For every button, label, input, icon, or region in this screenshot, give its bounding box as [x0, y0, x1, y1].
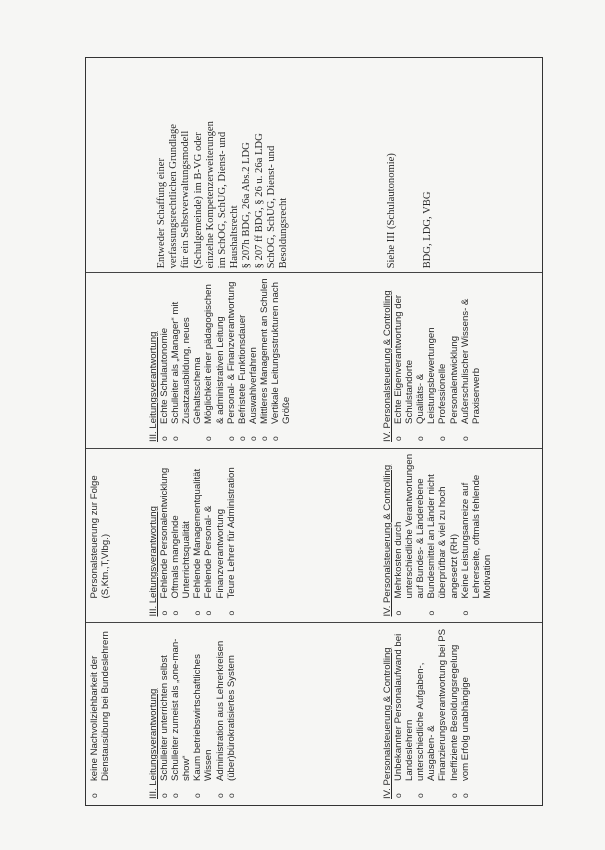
col1-section4 — [382, 626, 471, 801]
bullet-item: o Vertikale Leitungsstrukturen nach Größe — [270, 276, 292, 444]
legal-text-line: für ein Selbstverwaltungsmodell — [180, 130, 192, 269]
col2-top-text: Personalsteuerung zur Folge (S,Ktn.,T,Vlbg.) — [89, 475, 112, 599]
legal-text-line: SchOG, SchUG, Dienst- und — [265, 145, 277, 269]
legal-text-line: § 207h BDG, 26a Abs.2 LDG — [241, 142, 253, 269]
col3-section4-title: IV. Personalsteuerung & Controlling — [382, 290, 393, 442]
bullet-item: o Unbekannter Personalaufwand bei Landeslehrern — [393, 626, 415, 801]
col4-section3 — [156, 61, 290, 268]
bullet-item: o Qualitäts- & Leistungsbewertungen — [415, 276, 437, 444]
bullet-item: o Oftmals mangelnde Unterrichtsqualität — [170, 452, 192, 619]
bullet-item: o Fehlende Personal- & Finanzverantwortung — [203, 452, 225, 619]
bullet-item: o Befristete Funktionsdauer — [237, 276, 248, 444]
col3-section3-list — [159, 276, 292, 444]
bullet-item: o vom Erfolg unabhängige — [460, 626, 471, 801]
bullet-item: o Bundesmittel an Länder nicht überprüfbar & viel zu hoch angesetzt (RH) — [426, 452, 459, 619]
bullet-item: o Außerschulischer Wissens- & Praxiserwerb — [460, 276, 482, 444]
bullet-item: o Mittleres Management an Schulen — [259, 276, 270, 444]
col3-section3-title: III. Leitungsverantwortung — [148, 331, 159, 442]
col3-section4 — [382, 276, 482, 444]
column-consequences — [86, 448, 542, 623]
col1-section4-title: IV. Personalsteuerung & Controlling — [382, 647, 393, 799]
column-legal-basis — [86, 58, 542, 272]
rotated-table-wrapper — [85, 57, 543, 806]
legal-text-line: § 207 ff BDG, § 26 u. 26a LDG — [253, 133, 265, 269]
col3-section4-list — [393, 276, 482, 444]
legal-text-line: Besoldungsrecht — [278, 197, 290, 269]
bullet-item: o Schulleiter als „Manager“ mit Zusatzausbildung, neues Gehaltsschema — [170, 276, 203, 444]
col4-section4 — [386, 61, 434, 268]
col1-section4-list — [393, 626, 471, 801]
col2-section3-title: III. Leitungsverantwortung — [148, 506, 159, 617]
bullet-item: o Kaum betriebswirtschaftliches Wissen — [192, 626, 214, 801]
bullet-item: o Fehlende Personalentwicklung — [159, 452, 170, 619]
col3-section3 — [148, 276, 292, 444]
bullet-item: o Echte Schulautonomie — [159, 276, 170, 444]
legal-text-line: Entweder Schaffung einer — [156, 158, 167, 269]
col1-section3-title: III. Leitungsverantwortung — [148, 688, 159, 799]
bullet-item: o Personal- & Finanzverantwortung — [226, 276, 237, 444]
legal-text-line: Haushaltsrecht — [229, 205, 241, 269]
col2-section4-title: IV. Personalsteuerung & Controlling — [382, 464, 393, 617]
bullet-item: o Teure Lehrer für Administration — [226, 452, 237, 619]
bullet-item: o Professionelle Personalentwicklung — [437, 276, 459, 444]
legal-text-line: verfassungsrechtlichen Grundlage — [168, 123, 180, 269]
bullet-item: o (über)bürokratisiertes System — [226, 626, 237, 801]
col2-section3 — [148, 452, 237, 619]
col2-section3-list — [159, 452, 237, 619]
col2-section4-list — [393, 452, 493, 619]
col1-top-list — [89, 626, 111, 801]
reform-table — [85, 57, 543, 806]
col1-top-block — [89, 626, 111, 801]
bullet-item: o Keine Leistungsanreize auf Lehrerseite, oftmals fehlende Motivation — [460, 452, 493, 619]
bullet-item: o Mehrkosten durch unterschiedliche Verantwortungen auf Bundes- & Länderebene — [393, 452, 426, 619]
col4-section4-line1: Siehe III (Schulautonomie) — [386, 153, 397, 269]
col2-section4 — [382, 452, 493, 619]
legal-text-line: im SchOG, SchUG, Dienst- und — [217, 131, 229, 269]
bullet-item: o Administration aus Lehrerkreisen — [215, 626, 226, 801]
col1-section3-list — [159, 626, 237, 801]
bullet-item: o Echte Eigenverantwortung der Schulstandorte — [393, 276, 415, 444]
col1-section3 — [148, 626, 237, 801]
bullet-item: o Auswahlverfahren — [248, 276, 259, 444]
bullet-item: o Ineffiziente Besoldungsregelung — [449, 626, 460, 801]
legal-text-line: (Schulgemeinde) im B-VG oder — [192, 132, 204, 269]
bullet-item: o keine Nachvollziehbarkeit der Dienstausübung bei Bundeslehrern — [89, 626, 111, 801]
column-current-state — [86, 622, 542, 805]
legal-text-line: einzelne Kompetenzerweiterungen — [204, 121, 216, 269]
column-proposals — [86, 272, 542, 448]
bullet-item: o Schulleiter unterrichten selbst — [159, 626, 170, 801]
bullet-item: o Fehlende Managementqualität — [192, 452, 203, 619]
bullet-item: o unterschiedliche Aufgaben-, Ausgaben- & Finanzierungsverantwortung bei PS — [415, 626, 448, 801]
col4-section4-line2: BDG, LDG, VBG — [422, 191, 434, 269]
bullet-item: o Möglichkeit einer pädagogischen & administrativen Leitung — [203, 276, 225, 444]
bullet-item: o Schulleiter zumeist als „one-man-show“ — [170, 626, 192, 801]
